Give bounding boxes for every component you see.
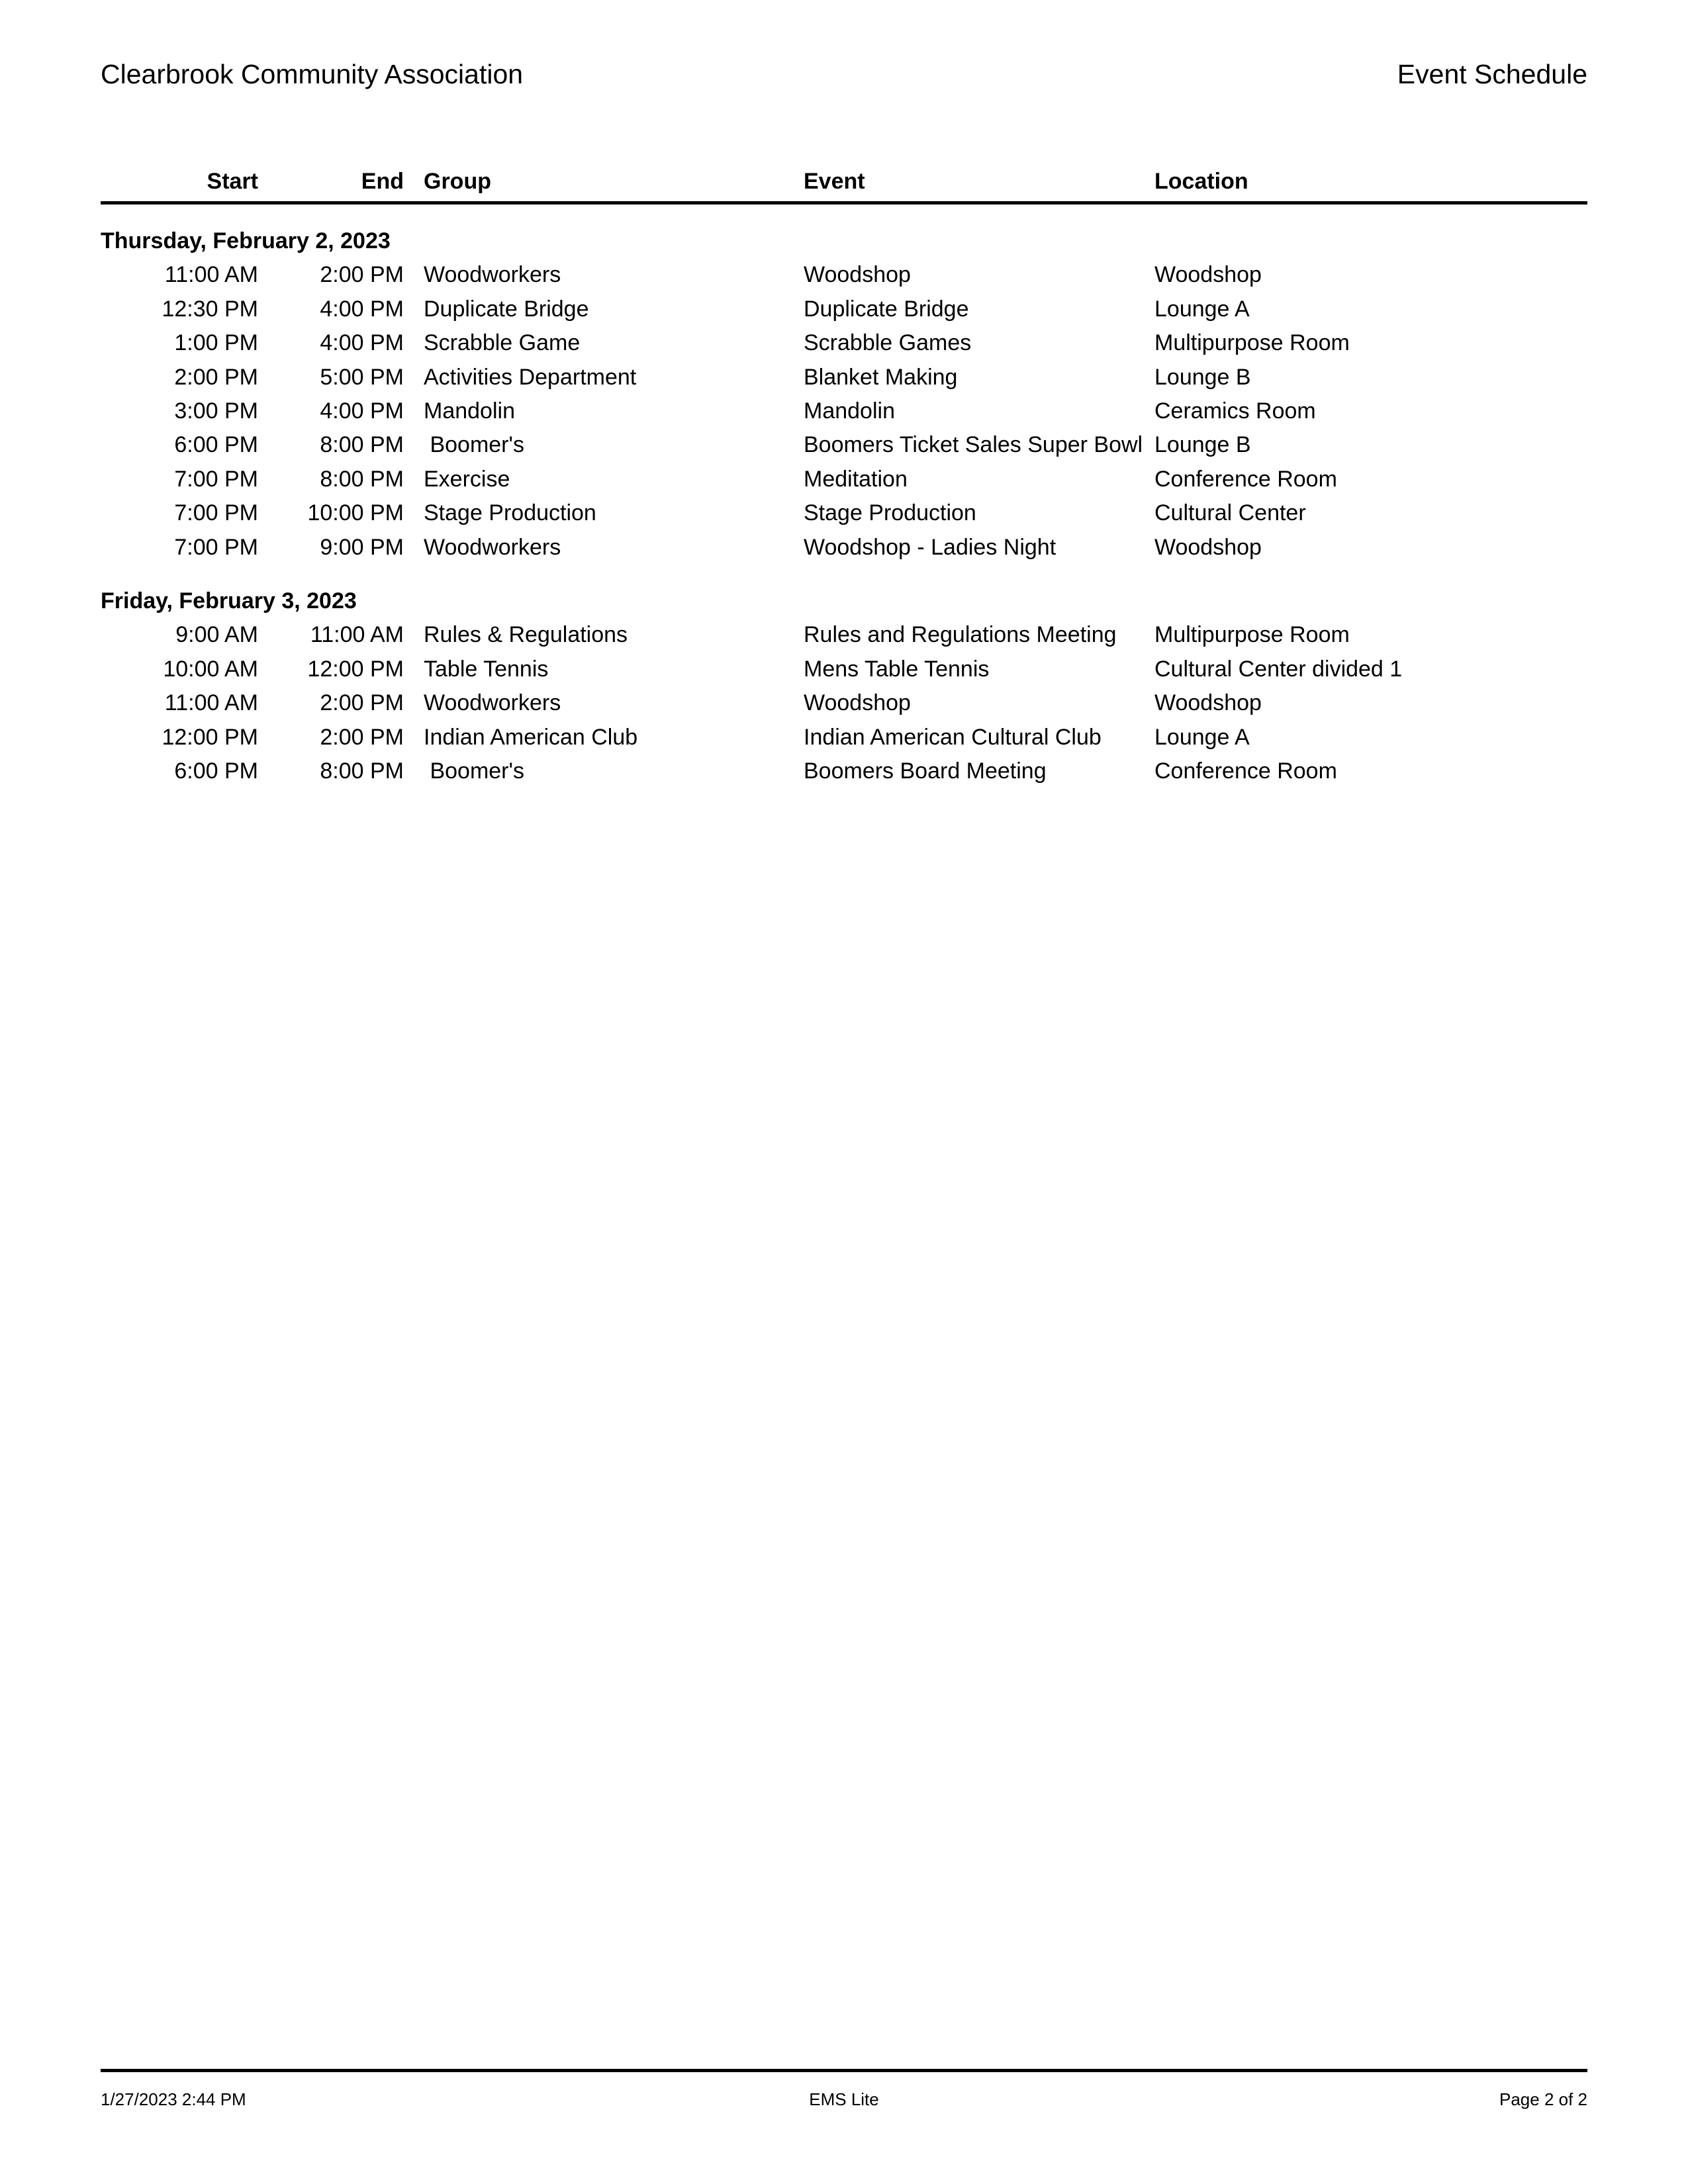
cell-group: Woodworkers: [424, 690, 561, 716]
cell-group: Rules & Regulations: [424, 622, 628, 648]
page-header: [101, 61, 1587, 88]
cell-end-time: 2:00 PM: [320, 262, 404, 288]
cell-start-time: 3:00 PM: [174, 398, 258, 424]
cell-start-time: 9:00 AM: [175, 622, 258, 648]
cell-event: Woodshop - Ladies Night: [804, 534, 1056, 560]
cell-group: Woodworkers: [424, 534, 561, 560]
cell-location: Multipurpose Room: [1154, 622, 1350, 648]
cell-location: Lounge B: [1154, 432, 1251, 458]
table-row: [101, 394, 1587, 428]
cell-start-time: 7:00 PM: [174, 466, 258, 492]
cell-group: Boomer's: [424, 758, 524, 784]
cell-group: Scrabble Game: [424, 330, 581, 356]
cell-location: Cultural Center: [1154, 500, 1306, 526]
cell-group: Exercise: [424, 466, 510, 492]
report-title: Event Schedule: [1397, 59, 1587, 89]
cell-event: Blanket Making: [804, 364, 958, 390]
cell-event: Indian American Cultural Club: [804, 724, 1102, 750]
cell-event: Woodshop: [804, 262, 911, 288]
cell-start-time: 2:00 PM: [174, 364, 258, 390]
cell-location: Ceramics Room: [1154, 398, 1316, 424]
cell-location: Conference Room: [1154, 466, 1337, 492]
day-groups-container: [101, 205, 1587, 789]
cell-event: Boomers Ticket Sales Super Bowl: [804, 432, 1143, 458]
cell-group: Indian American Club: [424, 724, 638, 750]
table-row: [101, 428, 1587, 462]
table-row: [101, 258, 1587, 292]
table-row: [101, 463, 1587, 496]
schedule-table: [101, 169, 1587, 789]
cell-location: Conference Room: [1154, 758, 1337, 784]
table-row: [101, 531, 1587, 565]
cell-location: Lounge B: [1154, 364, 1251, 390]
cell-group: Table Tennis: [424, 656, 549, 682]
cell-end-time: 8:00 PM: [320, 432, 404, 458]
cell-end-time: 4:00 PM: [320, 398, 404, 424]
table-row: [101, 293, 1587, 326]
column-header-group: Group: [424, 169, 491, 194]
cell-location: Woodshop: [1154, 690, 1262, 716]
cell-location: Woodshop: [1154, 262, 1262, 288]
cell-end-time: 4:00 PM: [320, 330, 404, 356]
cell-group: Stage Production: [424, 500, 596, 526]
organization-name: Clearbrook Community Association: [101, 59, 524, 89]
table-column-headers: [101, 169, 1587, 201]
cell-location: Woodshop: [1154, 534, 1262, 560]
cell-end-time: 12:00 PM: [307, 656, 404, 682]
cell-event: Boomers Board Meeting: [804, 758, 1047, 784]
column-header-event: Event: [804, 169, 865, 194]
footer-page-label: Page 2 of 2: [1499, 2089, 1587, 2109]
cell-event: Duplicate Bridge: [804, 296, 969, 322]
day-heading: Thursday, February 2, 2023: [101, 228, 391, 253]
cell-start-time: 6:00 PM: [174, 432, 258, 458]
cell-event: Stage Production: [804, 500, 976, 526]
cell-start-time: 11:00 AM: [164, 690, 258, 716]
table-row: [101, 361, 1587, 394]
cell-group: Mandolin: [424, 398, 515, 424]
table-row: [101, 721, 1587, 754]
footer-system-name: EMS Lite: [809, 2089, 879, 2109]
cell-group: Duplicate Bridge: [424, 296, 589, 322]
cell-start-time: 7:00 PM: [174, 500, 258, 526]
cell-event: Meditation: [804, 466, 908, 492]
cell-start-time: 11:00 AM: [164, 262, 258, 288]
cell-event: Mandolin: [804, 398, 895, 424]
cell-group: Woodworkers: [424, 262, 561, 288]
cell-start-time: 12:30 PM: [162, 296, 258, 322]
page-footer: [101, 2069, 1587, 2110]
footer-rule: [101, 2069, 1587, 2072]
table-row: [101, 496, 1587, 530]
cell-event: Mens Table Tennis: [804, 656, 990, 682]
cell-start-time: 10:00 AM: [163, 656, 258, 682]
cell-start-time: 7:00 PM: [174, 534, 258, 560]
day-group: [101, 565, 1587, 788]
table-row: [101, 326, 1587, 360]
cell-group: Boomer's: [424, 432, 524, 458]
cell-location: Multipurpose Room: [1154, 330, 1350, 356]
column-header-location: Location: [1154, 169, 1248, 194]
table-row: [101, 653, 1587, 686]
footer-timestamp: 1/27/2023 2:44 PM: [101, 2089, 246, 2109]
cell-start-time: 12:00 PM: [162, 724, 258, 750]
cell-end-time: 8:00 PM: [320, 758, 404, 784]
table-row: [101, 618, 1587, 652]
cell-location: Lounge A: [1154, 724, 1250, 750]
cell-event: Scrabble Games: [804, 330, 972, 356]
cell-event: Rules and Regulations Meeting: [804, 622, 1117, 648]
cell-end-time: 11:00 AM: [310, 622, 404, 648]
column-header-end: End: [361, 169, 404, 194]
cell-group: Activities Department: [424, 364, 637, 390]
cell-end-time: 2:00 PM: [320, 724, 404, 750]
cell-start-time: 6:00 PM: [174, 758, 258, 784]
cell-end-time: 9:00 PM: [320, 534, 404, 560]
cell-start-time: 1:00 PM: [174, 330, 258, 356]
column-header-start: Start: [207, 169, 258, 194]
cell-end-time: 5:00 PM: [320, 364, 404, 390]
table-row: [101, 754, 1587, 788]
cell-event: Woodshop: [804, 690, 911, 716]
day-group: [101, 205, 1587, 565]
cell-location: Lounge A: [1154, 296, 1250, 322]
table-row: [101, 686, 1587, 720]
cell-end-time: 8:00 PM: [320, 466, 404, 492]
cell-end-time: 2:00 PM: [320, 690, 404, 716]
cell-end-time: 10:00 PM: [307, 500, 404, 526]
day-heading: Friday, February 3, 2023: [101, 588, 357, 614]
cell-end-time: 4:00 PM: [320, 296, 404, 322]
cell-location: Cultural Center divided 1: [1154, 656, 1403, 682]
